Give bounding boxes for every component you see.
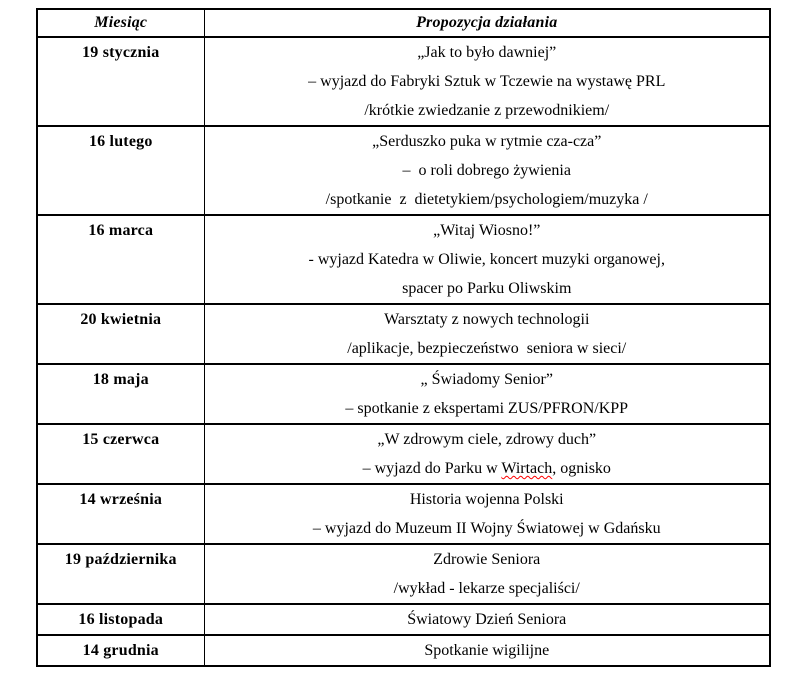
- table-row: [37, 635, 770, 666]
- table-row: [37, 544, 770, 604]
- activity-line: Warsztaty z nowych technologii: [384, 311, 590, 328]
- month-cell[interactable]: 15 czerwca: [37, 424, 204, 484]
- table-row: [37, 126, 770, 215]
- activity-cell[interactable]: [204, 304, 770, 364]
- column-header-month[interactable]: Miesiąc: [37, 9, 204, 37]
- activity-cell[interactable]: [204, 544, 770, 604]
- month-cell[interactable]: 19 października: [37, 544, 204, 604]
- activity-cell[interactable]: [204, 126, 770, 215]
- column-header-activity[interactable]: Propozycja działania: [204, 9, 770, 37]
- table-header-row: [37, 9, 770, 37]
- activity-cell[interactable]: [204, 635, 770, 666]
- activity-line: „Jak to było dawniej”: [417, 44, 557, 61]
- activity-cell[interactable]: [204, 364, 770, 424]
- activity-line: „Witaj Wiosno!”: [433, 222, 541, 239]
- activity-cell[interactable]: [204, 37, 770, 126]
- activity-line: Spotkanie wigilijne: [424, 642, 550, 659]
- activity-line: /spotkanie z dietetykiem/psychologiem/muzyka /: [325, 191, 648, 208]
- month-cell[interactable]: 18 maja: [37, 364, 204, 424]
- table-row: [37, 604, 770, 635]
- activity-line: „Serduszko puka w rytmie cza-cza”: [372, 133, 602, 150]
- activity-line: - wyjazd Katedra w Oliwie, koncert muzyki organowej,: [308, 251, 665, 268]
- month-cell[interactable]: 19 stycznia: [37, 37, 204, 126]
- activity-line: – wyjazd do Fabryki Sztuk w Tczewie na wystawę PRL: [308, 73, 666, 90]
- activity-cell[interactable]: [204, 215, 770, 304]
- month-cell[interactable]: 16 lutego: [37, 126, 204, 215]
- activity-line: – spotkanie z ekspertami ZUS/PFRON/KPP: [345, 400, 629, 417]
- activity-line: – wyjazd do Parku w Wirtach, ognisko: [362, 460, 611, 477]
- table-row: [37, 484, 770, 544]
- activity-line: Światowy Dzień Seniora: [407, 611, 567, 628]
- activity-line: – o roli dobrego żywienia: [402, 162, 571, 179]
- activity-cell[interactable]: [204, 424, 770, 484]
- month-cell[interactable]: 16 listopada: [37, 604, 204, 635]
- activity-line: spacer po Parku Oliwskim: [402, 280, 572, 297]
- table-row: [37, 364, 770, 424]
- table-row: [37, 304, 770, 364]
- activity-line: – wyjazd do Muzeum II Wojny Światowej w Gdańsku: [312, 520, 661, 537]
- table-row: [37, 37, 770, 126]
- activity-line: Zdrowie Seniora: [433, 551, 541, 568]
- month-cell[interactable]: 16 marca: [37, 215, 204, 304]
- activity-line: Historia wojenna Polski: [409, 491, 564, 508]
- misspelled-word: Wirtach: [501, 460, 553, 477]
- activity-cell[interactable]: [204, 484, 770, 544]
- table-row: [37, 215, 770, 304]
- activity-line: /aplikacje, bezpieczeństwo seniora w sieci/: [347, 340, 627, 357]
- table-body: [37, 37, 770, 666]
- activity-cell[interactable]: [204, 604, 770, 635]
- month-cell[interactable]: 20 kwietnia: [37, 304, 204, 364]
- activity-plan-table: [36, 8, 771, 667]
- table-row: [37, 424, 770, 484]
- activity-line: /krótkie zwiedzanie z przewodnikiem/: [364, 102, 610, 119]
- month-cell[interactable]: 14 września: [37, 484, 204, 544]
- activity-line: „ Świadomy Senior”: [420, 371, 553, 388]
- month-cell[interactable]: 14 grudnia: [37, 635, 204, 666]
- activity-line: /wykład - lekarze specjaliści/: [393, 580, 580, 597]
- activity-line: „W zdrowym ciele, zdrowy duch”: [377, 431, 597, 448]
